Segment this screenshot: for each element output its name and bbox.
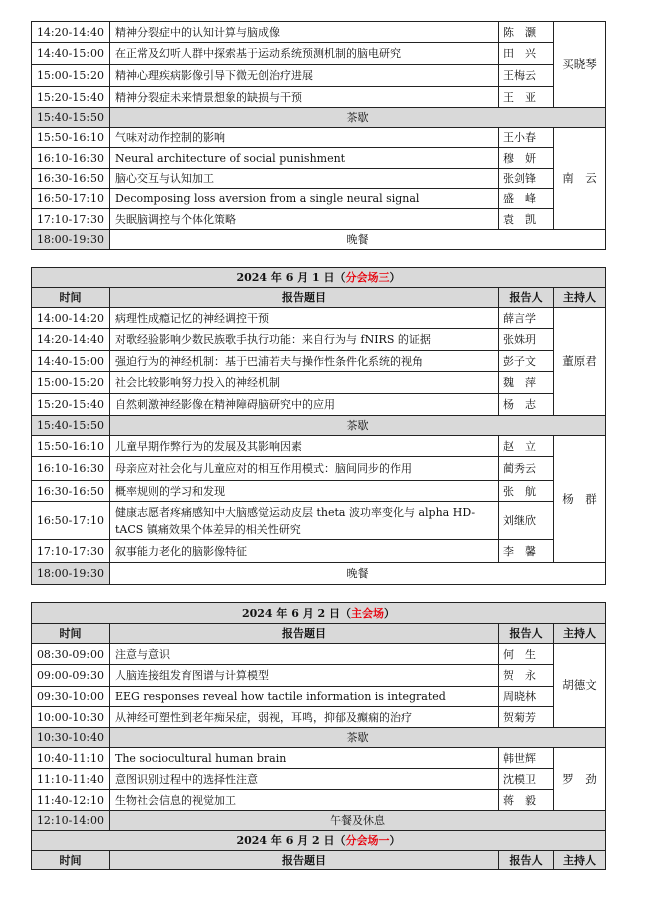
topic-cell: 母亲应对社会化与儿童应对的相互作用模式：脑间同步的作用 xyxy=(110,457,499,481)
time-cell: 09:30-10:00 xyxy=(32,687,110,707)
table-row xyxy=(32,687,606,707)
table-row xyxy=(32,22,606,43)
break-label: 茶歇 xyxy=(110,416,606,436)
header-topic: 报告题目 xyxy=(110,851,499,870)
topic-cell: 人脑连接组发育图谱与计算模型 xyxy=(110,665,499,687)
time-cell: 16:30-16:50 xyxy=(32,169,110,189)
time-cell: 14:20-14:40 xyxy=(32,22,110,43)
topic-cell: 健康志愿者疼痛感知中大脑感觉运动皮层 theta 波功率变化与 alpha HD-tACS 镇痛效果个体差异的相关性研究 xyxy=(110,502,499,540)
time-cell: 10:40-11:10 xyxy=(32,748,110,769)
speaker-cell: 周晓林 xyxy=(499,687,554,707)
time-cell: 15:20-15:40 xyxy=(32,87,110,108)
speaker-cell: 王梅云 xyxy=(499,65,554,87)
session-title-row xyxy=(32,831,606,851)
dinner-label: 晚餐 xyxy=(110,563,606,585)
table-row xyxy=(32,65,606,87)
time-cell: 15:50-16:10 xyxy=(32,436,110,457)
topic-cell: 从神经可塑性到老年痴呆症，弱视，耳鸣，抑郁及癫痫的治疗 xyxy=(110,707,499,728)
topic-cell: 概率规则的学习和发现 xyxy=(110,481,499,502)
header-topic: 报告题目 xyxy=(110,288,499,308)
break-time-cell: 15:40-15:50 xyxy=(32,416,110,436)
time-cell: 09:00-09:30 xyxy=(32,665,110,687)
table-row xyxy=(32,748,606,769)
time-cell: 16:50-17:10 xyxy=(32,502,110,540)
table-row xyxy=(32,644,606,665)
schedule-table-3 xyxy=(31,602,606,870)
topic-cell: 精神分裂症未来情景想象的缺损与干预 xyxy=(110,87,499,108)
time-cell: 16:10-16:30 xyxy=(32,148,110,169)
time-cell: 16:50-17:10 xyxy=(32,189,110,209)
topic-cell: Decomposing loss aversion from a single neural signal xyxy=(110,189,499,209)
speaker-cell: 李 馨 xyxy=(499,540,554,563)
break-row xyxy=(32,416,606,436)
break-label: 茶歇 xyxy=(110,728,606,748)
session-title-row xyxy=(32,268,606,288)
speaker-cell: 穆 妍 xyxy=(499,148,554,169)
header-topic: 报告题目 xyxy=(110,624,499,644)
time-cell: 10:00-10:30 xyxy=(32,707,110,728)
speaker-cell: 张 航 xyxy=(499,481,554,502)
topic-cell: Neural architecture of social punishment xyxy=(110,148,499,169)
header-time: 时间 xyxy=(32,288,110,308)
speaker-cell: 韩世辉 xyxy=(499,748,554,769)
topic-cell: 在正常及幻听人群中探索基于运动系统预测机制的脑电研究 xyxy=(110,43,499,65)
header-speaker: 报告人 xyxy=(499,624,554,644)
speaker-cell: 贺菊芳 xyxy=(499,707,554,728)
header-host: 主持人 xyxy=(554,624,606,644)
break-time-cell: 15:40-15:50 xyxy=(32,108,110,128)
speaker-cell: 蔺秀云 xyxy=(499,457,554,481)
host-cell: 南 云 xyxy=(554,128,606,230)
dinner-label: 晚餐 xyxy=(110,230,606,250)
time-cell: 15:20-15:40 xyxy=(32,394,110,416)
table-row xyxy=(32,665,606,687)
header-host: 主持人 xyxy=(554,288,606,308)
table-header-row xyxy=(32,851,606,870)
time-cell: 17:10-17:30 xyxy=(32,540,110,563)
header-time: 时间 xyxy=(32,851,110,870)
lunch-label: 午餐及休息 xyxy=(110,811,606,831)
venue-name: 主会场 xyxy=(351,606,385,620)
table-header-row xyxy=(32,624,606,644)
table-row xyxy=(32,372,606,394)
table-row xyxy=(32,481,606,502)
topic-cell: 儿童早期作弊行为的发展及其影响因素 xyxy=(110,436,499,457)
time-cell: 14:20-14:40 xyxy=(32,329,110,351)
header-time: 时间 xyxy=(32,624,110,644)
speaker-cell: 王 亚 xyxy=(499,87,554,108)
table-row xyxy=(32,394,606,416)
topic-cell: 失眠脑调控与个体化策略 xyxy=(110,209,499,230)
table-row xyxy=(32,329,606,351)
session-title: 2024 年 6 月 2 日（分会场一） xyxy=(32,831,606,851)
table-row xyxy=(32,148,606,169)
lunch-row xyxy=(32,811,606,831)
time-cell: 17:10-17:30 xyxy=(32,209,110,230)
speaker-cell: 薛言学 xyxy=(499,308,554,329)
table-row xyxy=(32,769,606,790)
speaker-cell: 赵 立 xyxy=(499,436,554,457)
table-row xyxy=(32,351,606,372)
table-row xyxy=(32,436,606,457)
lunch-time-cell: 12:10-14:00 xyxy=(32,811,110,831)
header-speaker: 报告人 xyxy=(499,288,554,308)
topic-cell: 叙事能力老化的脑影像特征 xyxy=(110,540,499,563)
session-title: 2024 年 6 月 1 日（分会场三） xyxy=(32,268,606,288)
topic-cell: 强迫行为的神经机制：基于巴浦若夫与操作性条件化系统的视角 xyxy=(110,351,499,372)
dinner-row xyxy=(32,563,606,585)
topic-cell: 注意与意识 xyxy=(110,644,499,665)
topic-cell: 社会比较影响努力投入的神经机制 xyxy=(110,372,499,394)
break-row xyxy=(32,728,606,748)
topic-cell: 精神心理疾病影像引导下微无创治疗进展 xyxy=(110,65,499,87)
speaker-cell: 张姝玥 xyxy=(499,329,554,351)
time-cell: 16:10-16:30 xyxy=(32,457,110,481)
venue-name: 分会场一 xyxy=(345,834,390,847)
table-row xyxy=(32,308,606,329)
time-cell: 11:10-11:40 xyxy=(32,769,110,790)
host-cell: 胡德文 xyxy=(554,644,606,728)
time-cell: 14:40-15:00 xyxy=(32,43,110,65)
header-speaker: 报告人 xyxy=(499,851,554,870)
time-cell: 14:00-14:20 xyxy=(32,308,110,329)
speaker-cell: 贺 永 xyxy=(499,665,554,687)
host-cell: 买晓琴 xyxy=(554,22,606,108)
table-row xyxy=(32,128,606,148)
break-row xyxy=(32,108,606,128)
topic-cell: 意图识别过程中的选择性注意 xyxy=(110,769,499,790)
speaker-cell: 彭子文 xyxy=(499,351,554,372)
topic-cell: 精神分裂症中的认知计算与脑成像 xyxy=(110,22,499,43)
speaker-cell: 何 生 xyxy=(499,644,554,665)
speaker-cell: 魏 萍 xyxy=(499,372,554,394)
speaker-cell: 王小春 xyxy=(499,128,554,148)
speaker-cell: 蒋 毅 xyxy=(499,790,554,811)
time-cell: 08:30-09:00 xyxy=(32,644,110,665)
time-cell: 15:50-16:10 xyxy=(32,128,110,148)
topic-cell: 生物社会信息的视觉加工 xyxy=(110,790,499,811)
topic-cell: The sociocultural human brain xyxy=(110,748,499,769)
session-title: 2024 年 6 月 2 日（主会场） xyxy=(32,603,606,624)
speaker-cell: 盛 峰 xyxy=(499,189,554,209)
break-time-cell: 10:30-10:40 xyxy=(32,728,110,748)
time-cell: 15:00-15:20 xyxy=(32,372,110,394)
dinner-time-cell: 18:00-19:30 xyxy=(32,563,110,585)
topic-cell: 对歌经验影响少数民族歌手执行功能：来自行为与 fNIRS 的证据 xyxy=(110,329,499,351)
speaker-cell: 袁 凯 xyxy=(499,209,554,230)
table-row xyxy=(32,43,606,65)
speaker-cell: 陈 灏 xyxy=(499,22,554,43)
table-row xyxy=(32,502,606,540)
topic-cell: 自然刺激神经影像在精神障碍脑研究中的应用 xyxy=(110,394,499,416)
table-row xyxy=(32,540,606,563)
time-cell: 14:40-15:00 xyxy=(32,351,110,372)
topic-cell: EEG responses reveal how tactile information is integrated xyxy=(110,687,499,707)
header-host: 主持人 xyxy=(554,851,606,870)
session-title-row xyxy=(32,603,606,624)
table-header-row xyxy=(32,288,606,308)
table-row xyxy=(32,707,606,728)
host-cell: 杨 群 xyxy=(554,436,606,563)
speaker-cell: 沈模卫 xyxy=(499,769,554,790)
table-row xyxy=(32,209,606,230)
dinner-time-cell: 18:00-19:30 xyxy=(32,230,110,250)
venue-name: 分会场三 xyxy=(345,271,390,284)
schedule-table-1 xyxy=(31,21,606,250)
table-row xyxy=(32,189,606,209)
host-cell: 董原君 xyxy=(554,308,606,416)
speaker-cell: 杨 志 xyxy=(499,394,554,416)
table-row xyxy=(32,790,606,811)
speaker-cell: 刘继欣 xyxy=(499,502,554,540)
dinner-row xyxy=(32,230,606,250)
topic-cell: 病理性成瘾记忆的神经调控干预 xyxy=(110,308,499,329)
time-cell: 15:00-15:20 xyxy=(32,65,110,87)
table-row xyxy=(32,457,606,481)
schedule-table-2 xyxy=(31,267,606,585)
topic-cell: 脑心交互与认知加工 xyxy=(110,169,499,189)
time-cell: 11:40-12:10 xyxy=(32,790,110,811)
table-row xyxy=(32,169,606,189)
table-row xyxy=(32,87,606,108)
break-label: 茶歇 xyxy=(110,108,606,128)
time-cell: 16:30-16:50 xyxy=(32,481,110,502)
speaker-cell: 张剑锋 xyxy=(499,169,554,189)
speaker-cell: 田 兴 xyxy=(499,43,554,65)
host-cell: 罗 劲 xyxy=(554,748,606,811)
topic-cell: 气味对动作控制的影响 xyxy=(110,128,499,148)
